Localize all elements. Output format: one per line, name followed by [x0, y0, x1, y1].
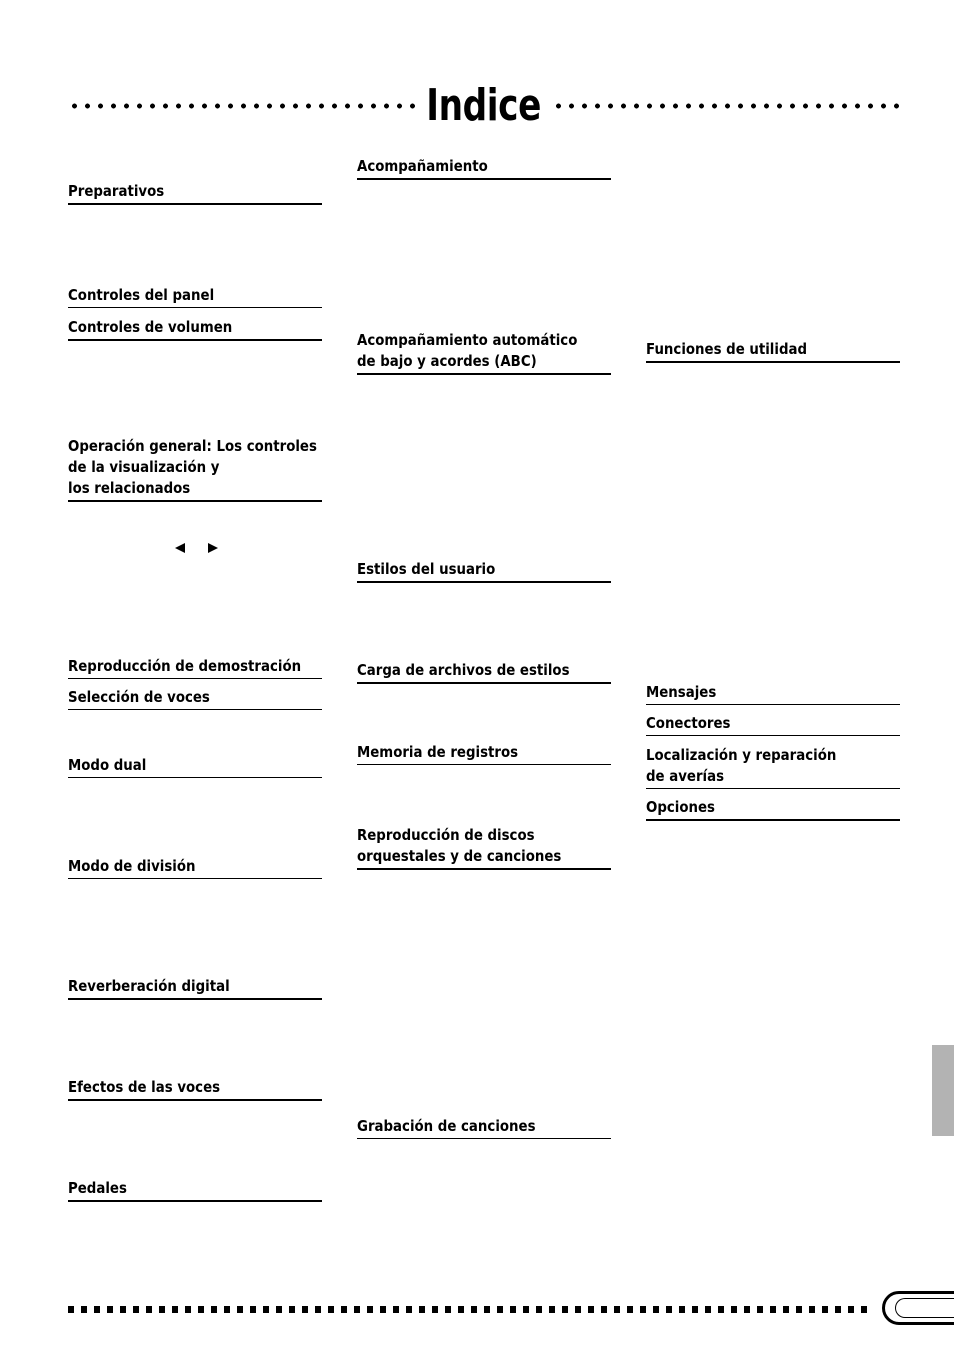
- section-carga-archivos[interactable]: [357, 660, 611, 684]
- section-label: Conectores: [646, 714, 731, 732]
- section-estilos-usuario[interactable]: [357, 559, 611, 583]
- section-memoria-registros[interactable]: [357, 742, 611, 765]
- section-label: Grabación de canciones: [357, 1117, 536, 1135]
- section-label-line-1: Operación general: Los controles: [68, 437, 317, 455]
- section-funciones-utilidad[interactable]: [646, 339, 900, 363]
- section-label-line-2: de averías: [646, 767, 725, 785]
- section-modo-dual[interactable]: [68, 755, 322, 778]
- section-label-line-2: de bajo y acordes (ABC): [357, 352, 537, 370]
- section-label-line-3: los relacionados: [68, 479, 191, 497]
- section-label: Mensajes: [646, 683, 717, 701]
- section-label: Carga de archivos de estilos: [357, 661, 570, 679]
- arrow-buttons: [175, 541, 223, 555]
- page-title-row: [68, 78, 900, 134]
- section-label: Acompañamiento: [357, 157, 488, 175]
- title-dots-right: [552, 103, 900, 109]
- footer-dotted-line: [68, 1306, 872, 1313]
- section-preparativos[interactable]: [68, 181, 322, 205]
- section-reproduccion-demostracion[interactable]: [68, 656, 322, 679]
- section-label: Opciones: [646, 798, 715, 816]
- section-seleccion-voces[interactable]: [68, 687, 322, 710]
- section-label-line-1: Reproducción de discos: [357, 826, 535, 844]
- section-label: Controles de volumen: [68, 318, 233, 336]
- page-number-tab: [882, 1291, 954, 1325]
- section-label-line-2: de la visualización y: [68, 458, 220, 476]
- section-opciones[interactable]: [646, 797, 900, 821]
- section-label: Pedales: [68, 1179, 127, 1197]
- section-label: Modo dual: [68, 756, 147, 774]
- section-label: Efectos de las voces: [68, 1078, 221, 1096]
- section-label: Memoria de registros: [357, 743, 519, 761]
- section-label: Preparativos: [68, 182, 165, 200]
- section-controles-panel[interactable]: [68, 285, 322, 308]
- section-reproduccion-discos[interactable]: [357, 825, 611, 870]
- section-pedales[interactable]: [68, 1178, 322, 1202]
- triangle-right-icon: [208, 543, 218, 553]
- section-efectos-voces[interactable]: [68, 1077, 322, 1101]
- section-abc[interactable]: [357, 330, 611, 375]
- section-conectores[interactable]: [646, 713, 900, 736]
- section-reverberacion-digital[interactable]: [68, 976, 322, 1000]
- section-operacion-general[interactable]: [68, 436, 322, 502]
- section-label: Funciones de utilidad: [646, 340, 808, 358]
- triangle-left-icon: [175, 543, 185, 553]
- section-grabacion-canciones[interactable]: [357, 1116, 611, 1139]
- section-modo-division[interactable]: [68, 856, 322, 879]
- section-label-line-1: Acompañamiento automático: [357, 331, 578, 349]
- section-label-line-1: Localización y reparación: [646, 746, 837, 764]
- side-thumb-tab: [932, 1045, 954, 1136]
- section-label: Modo de división: [68, 857, 196, 875]
- section-controles-volumen[interactable]: [68, 317, 322, 341]
- section-label-line-2: orquestales y de canciones: [357, 847, 562, 865]
- section-mensajes[interactable]: [646, 682, 900, 705]
- section-localizacion[interactable]: [646, 745, 900, 789]
- section-label: Reverberación digital: [68, 977, 230, 995]
- title-dots-left: [68, 103, 416, 109]
- section-acompanamiento[interactable]: [357, 156, 611, 180]
- section-label: Estilos del usuario: [357, 560, 496, 578]
- section-label: Reproducción de demostración: [68, 657, 302, 675]
- page-title: Indice: [426, 80, 542, 131]
- section-label: Selección de voces: [68, 688, 210, 706]
- section-label: Controles del panel: [68, 286, 215, 304]
